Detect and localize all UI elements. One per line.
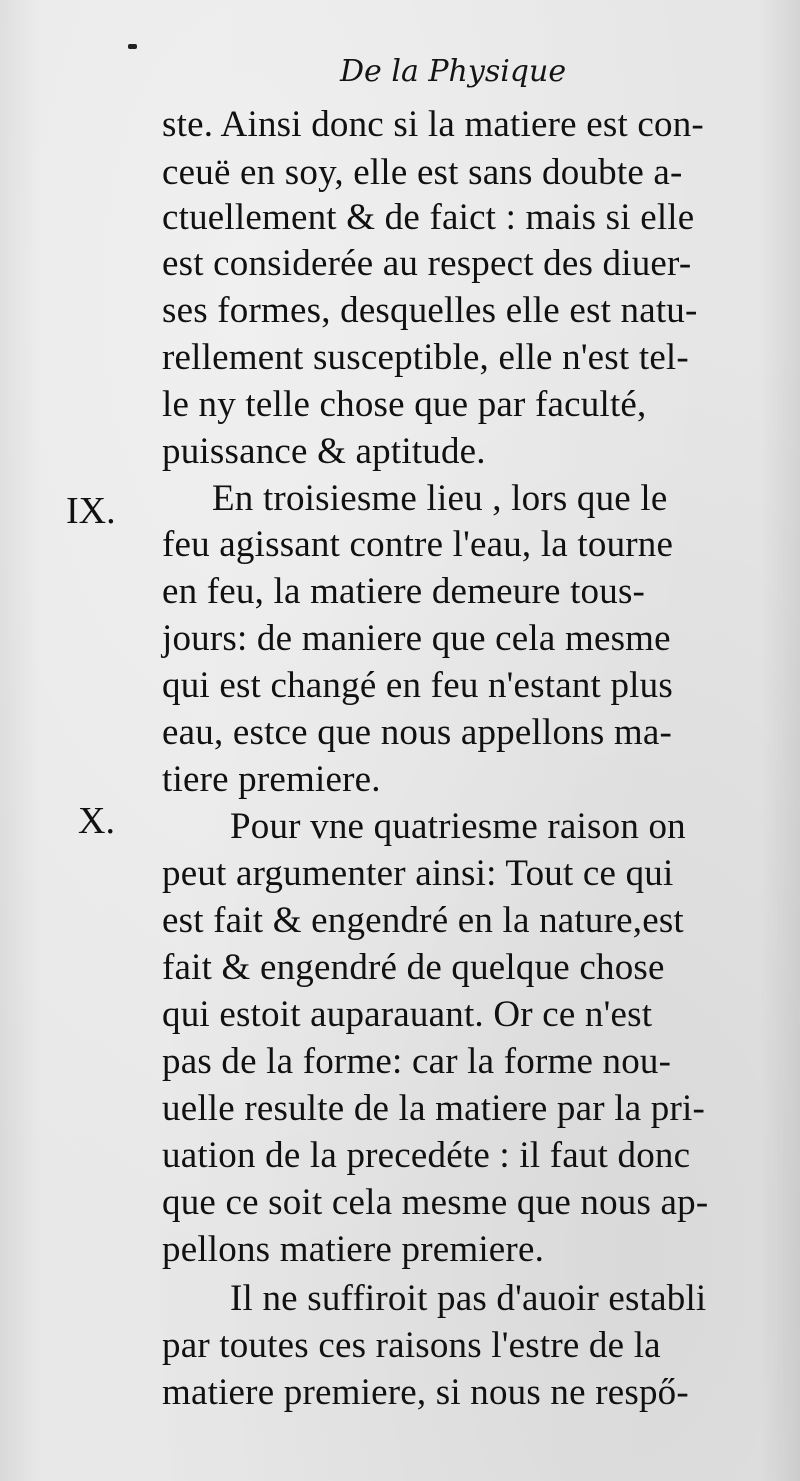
- text-line: fait & engendré de quelque chose: [162, 947, 665, 988]
- text-line: pellons matiere premiere.: [162, 1229, 545, 1270]
- text-line: que ce soit cela mesme que nous ap-: [162, 1182, 709, 1223]
- text-line: tiere premiere.: [162, 759, 381, 800]
- text-line: uelle resulte de la matiere par la pri-: [162, 1088, 705, 1129]
- text-line: peut argumenter ainsi: Tout ce qui: [162, 853, 674, 894]
- text-line: en feu, la matiere demeure tous-: [162, 571, 646, 612]
- text-line: ste. Ainsi donc si la matiere est con-: [162, 104, 704, 145]
- section-number-ix: IX.: [66, 490, 116, 532]
- text-line: pas de la forme: car la forme nou-: [162, 1041, 672, 1082]
- text-line: uation de la precedéte : il faut donc: [162, 1135, 691, 1176]
- text-line: ceuë en soy, elle est sans doubte a-: [162, 152, 683, 193]
- text-line: matiere premiere, si nous ne respő-: [162, 1372, 689, 1413]
- section-number-x: X.: [78, 800, 115, 842]
- text-line: ses formes, desquelles elle est natu-: [162, 290, 698, 331]
- text-line: puissance & aptitude.: [162, 431, 486, 472]
- text-line: est fait & engendré en la nature,est: [162, 900, 684, 941]
- text-line: qui estoit auparauant. Or ce n'est: [162, 994, 653, 1035]
- text-line: qui est changé en feu n'estant plus: [162, 665, 673, 706]
- text-line: jours: de maniere que cela mesme: [162, 618, 671, 659]
- text-line: Pour vne quatriesme raison on: [230, 806, 686, 847]
- text-line: le ny telle chose que par faculté,: [162, 384, 647, 425]
- text-line: ctuellement & de faict : mais si elle: [162, 197, 695, 238]
- text-line: par toutes ces raisons l'estre de la: [162, 1325, 661, 1366]
- text-line: feu agissant contre l'eau, la tourne: [162, 524, 674, 565]
- text-line: eau, estce que nous appellons ma-: [162, 712, 673, 753]
- text-line: Il ne suffiroit pas d'auoir establi: [230, 1278, 707, 1319]
- ink-speck: [128, 44, 137, 49]
- running-head: De la Physique: [340, 54, 567, 89]
- text-line: rellement susceptible, elle n'est tel-: [162, 337, 689, 378]
- text-line: En troisiesme lieu , lors que le: [212, 478, 668, 519]
- text-line: est considerée au respect des diuer-: [162, 243, 692, 284]
